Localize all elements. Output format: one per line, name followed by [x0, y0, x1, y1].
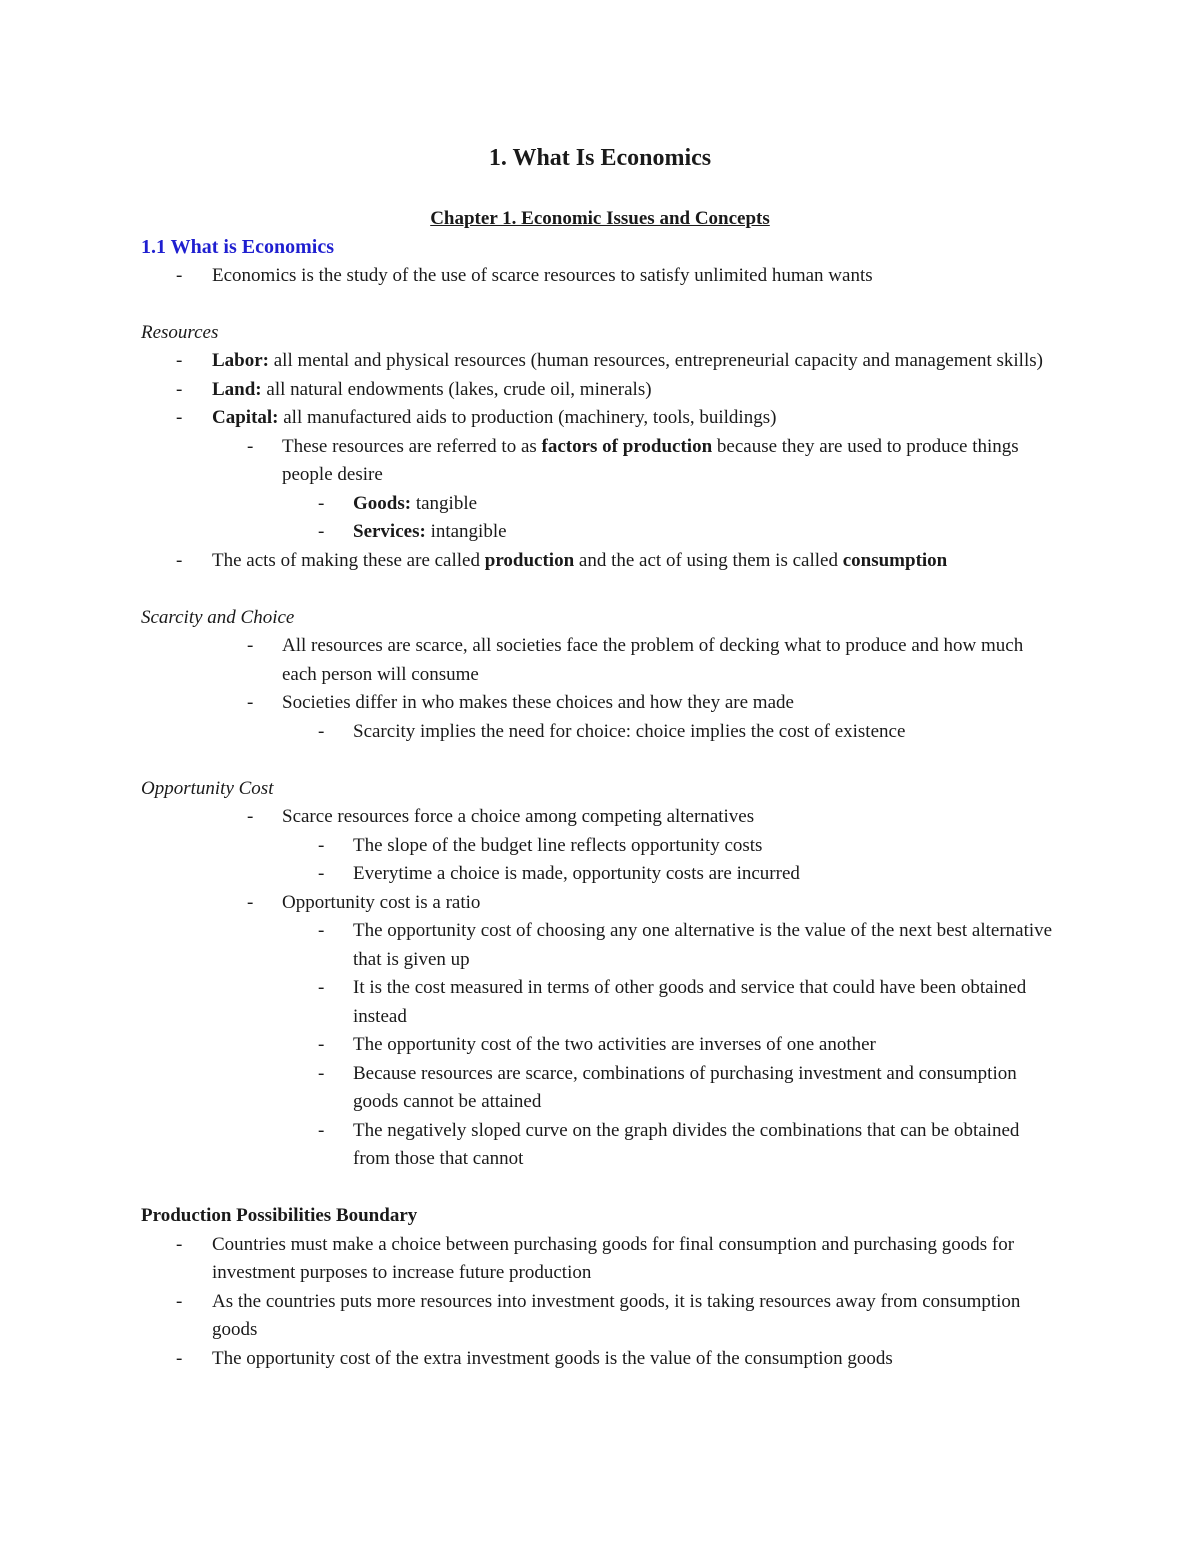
list-item — [141, 689, 1061, 718]
production-term: production — [484, 549, 575, 571]
consumption-term: consumption — [842, 549, 948, 571]
bullet-dash: - — [176, 378, 183, 400]
opportunity-item: The negatively sloped curve on the graph divides the combinations that can be obtained from those that cannot — [353, 1119, 1020, 1169]
goods-text: tangible — [411, 492, 478, 514]
ppb-item: Countries must make a choice between purchasing goods for final consumption and purchasing goods for investment purposes to increase future production — [212, 1233, 1015, 1283]
acts-pre: The acts of making these are called — [212, 549, 485, 571]
services-term: Services: — [353, 521, 426, 542]
ppb-item: As the countries puts more resources into investment goods, it is taking resources away from consumption goods — [212, 1290, 1021, 1340]
list-item — [141, 1117, 1061, 1174]
list-item — [141, 262, 1061, 291]
ppb-item: The opportunity cost of the extra investment goods is the value of the consumption goods — [212, 1347, 893, 1369]
factors-post: because they are used to produce things people desire — [282, 435, 1019, 485]
opportunity-item: Opportunity cost is a ratio — [282, 891, 481, 913]
list-item — [141, 518, 1061, 547]
list-item — [141, 803, 1061, 832]
bullet-dash: - — [318, 1034, 325, 1055]
bullet-dash: - — [318, 1119, 325, 1141]
capital-term: Capital: — [212, 407, 279, 428]
list-item — [141, 832, 1061, 861]
land-text: all natural endowments (lakes, crude oil, minerals) — [261, 378, 652, 400]
opportunity-item: Everytime a choice is made, opportunity costs are incurred — [353, 863, 800, 884]
bullet-dash: - — [318, 863, 325, 884]
opportunity-item: Because resources are scarce, combinations of purchasing investment and consumption goods cannot be attained — [353, 1062, 1017, 1112]
definition-text: Economics is the study of the use of scarce resources to satisfy unlimited human wants — [212, 264, 873, 286]
bullet-dash: - — [318, 720, 325, 742]
goods-term: Goods: — [353, 492, 412, 514]
section-heading: 1.1 What is Economics — [141, 236, 334, 258]
list-item — [141, 376, 1061, 405]
services-text: intangible — [425, 521, 507, 542]
list-item — [141, 1345, 1061, 1374]
bullet-dash: - — [247, 806, 254, 827]
list-item — [141, 490, 1061, 519]
opportunity-item: The opportunity cost of the two activities are inverses of one another — [353, 1034, 876, 1055]
resources-heading: Resources — [141, 321, 219, 343]
bullet-dash: - — [176, 1347, 183, 1369]
list-item — [141, 718, 1061, 747]
bullet-dash: - — [318, 977, 325, 998]
scarcity-heading: Scarcity and Choice — [141, 606, 295, 628]
scarcity-item: Societies differ in who makes these choices and how they are made — [282, 692, 794, 713]
labor-term: Labor: — [212, 350, 269, 371]
bullet-dash: - — [318, 521, 325, 542]
bullet-dash: - — [247, 435, 254, 457]
factors-pre: These resources are referred to as — [282, 435, 542, 457]
bullet-dash: - — [247, 692, 254, 713]
list-item — [141, 860, 1061, 889]
scarcity-item: Scarcity implies the need for choice: choice implies the cost of existence — [353, 720, 906, 742]
bullet-dash: - — [176, 350, 183, 371]
list-item — [141, 1060, 1061, 1117]
document-body — [141, 233, 1061, 1373]
capital-text: all manufactured aids to production (machinery, tools, buildings) — [278, 407, 777, 428]
list-item — [141, 917, 1061, 974]
list-item — [141, 1031, 1061, 1060]
list-item — [141, 404, 1061, 433]
list-item — [141, 433, 1061, 490]
list-item — [141, 974, 1061, 1031]
bullet-dash: - — [176, 549, 183, 571]
scarcity-item: All resources are scarce, all societies face the problem of decking what to produce and how much each person will consume — [282, 635, 1024, 685]
chapter-heading: Chapter 1. Economic Issues and Concepts — [430, 208, 770, 229]
bullet-dash: - — [247, 635, 254, 656]
list-item — [141, 1288, 1061, 1345]
list-item — [141, 632, 1061, 689]
list-item — [141, 1231, 1061, 1288]
bullet-dash: - — [176, 1290, 183, 1312]
acts-mid: and the act of using them is called — [574, 549, 843, 571]
bullet-dash: - — [318, 492, 325, 514]
ppb-heading: Production Possibilities Boundary — [141, 1205, 418, 1226]
opportunity-item: The opportunity cost of choosing any one alternative is the value of the next best alternative that is given up — [353, 920, 1053, 970]
labor-text: all mental and physical resources (human resources, entrepreneurial capacity and management skills) — [269, 350, 1043, 371]
list-item — [141, 889, 1061, 918]
land-term: Land: — [212, 378, 262, 400]
bullet-dash: - — [318, 1062, 325, 1084]
bullet-dash: - — [247, 891, 254, 913]
document-title: 1. What Is Economics — [488, 145, 712, 171]
opportunity-item: The slope of the budget line reflects opportunity costs — [353, 834, 763, 856]
bullet-dash: - — [318, 920, 325, 941]
bullet-dash: - — [176, 407, 183, 428]
opportunity-item: Scarce resources force a choice among competing alternatives — [282, 806, 755, 827]
factors-term: factors of production — [541, 435, 713, 457]
list-item — [141, 547, 1061, 576]
opportunity-item: It is the cost measured in terms of other goods and service that could have been obtained instead — [353, 977, 1027, 1027]
opportunity-heading: Opportunity Cost — [141, 777, 274, 799]
list-item — [141, 347, 1061, 376]
bullet-dash: - — [176, 1233, 183, 1255]
bullet-dash: - — [176, 264, 183, 286]
bullet-dash: - — [318, 834, 325, 856]
